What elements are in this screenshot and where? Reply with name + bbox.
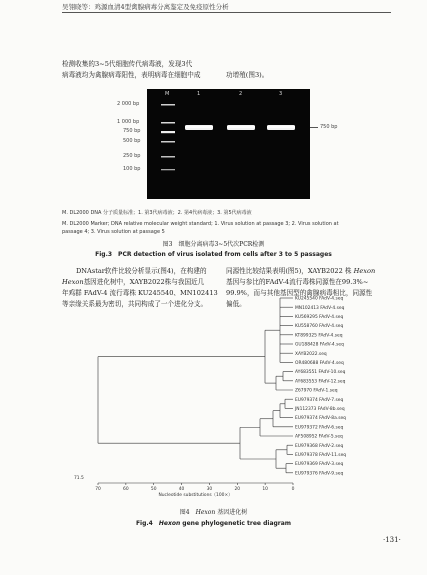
marker-label-1000: 1 000 bp [117, 119, 140, 125]
running-title: 吴翎晓等：鸡源血清4型禽腺病毒分离鉴定及免疫原性分析 [62, 3, 229, 11]
ladder-band-100 [161, 169, 175, 170]
ladder-band-250 [161, 156, 175, 158]
taxon-label: JN112373 FAdV-8b.seq [295, 407, 345, 412]
taxon-label: EU979374 FAdV-8a.seq [295, 416, 346, 422]
body-right-line-2: 基因与参比的FAdV-4流行毒株同源性在99.3%~ [226, 278, 369, 286]
taxon-label: EU979376 FAdV-9.seq [295, 471, 344, 477]
scale-tick-label: 60 [123, 487, 129, 492]
ladder-band-500 [161, 141, 175, 143]
taxon-label: EU979372 FAdV-6.seq [295, 425, 344, 431]
taxon-label: AF508952 FAdV-5.seq [295, 434, 343, 440]
scale-tick-label: 30 [206, 487, 213, 492]
body-right-line-1: 同源性比较结果表明(图5)，XAYB2022 株 Hexon [226, 267, 376, 275]
body-left-line-1: DNAstar软件比较分析显示(图4)，在构建的 [76, 267, 207, 275]
root-distance-label: 71.5 [74, 476, 84, 481]
marker-label-500: 500 bp [123, 138, 141, 144]
body-right-line-4: 偏低。 [226, 300, 246, 308]
scale-tick-label: 50 [150, 487, 157, 492]
taxon-label: KU569295 FAdV-4.seq [295, 315, 344, 320]
taxon-label: EU979374 FAdV-7.seq [295, 397, 344, 403]
scale-tick-label: 70 [95, 487, 101, 492]
scale-axis-label: Nucleotide substitutions（100×） [158, 493, 233, 498]
taxon-label: EU979378 FAdV-11.seq [295, 453, 347, 458]
scale-tick-label: 40 [178, 487, 185, 492]
taxon-label: GU188428 FAdV-4.seq [295, 342, 344, 348]
band-pointer [310, 127, 318, 128]
intro-right-line: 功增殖(图3)。 [226, 71, 269, 79]
band-size-label: 750 bp [320, 124, 338, 130]
phylogenetic-tree [74, 296, 360, 498]
body-left-line-3: 年鸡群 FAdV-4 流行毒株 KU245540、MN102413 [62, 289, 218, 297]
gel-electrophoresis-image [147, 89, 310, 199]
marker-label-100: 100 bp [123, 166, 141, 172]
lane-label-3: 3 [279, 91, 283, 97]
scale-tick-label: 10 [262, 487, 268, 492]
hexon-italic: Hexon [62, 278, 84, 286]
fig3-title-en: Fig.3 PCR detection of virus isolated from cells after 3 to 5 passages [95, 251, 332, 258]
ladder-band-2000 [161, 104, 175, 106]
body-right-line-3: 99.9%，而与其他基因型的禽腺病毒相比，同源性 [226, 289, 373, 297]
lane-label-m: M [165, 91, 170, 97]
fig4-title-cn: 图4 Hexon 基因进化树 [179, 509, 248, 516]
marker-label-750: 750 bp [123, 128, 141, 134]
marker-label-250: 250 bp [123, 153, 141, 159]
header-rule [62, 12, 391, 13]
taxon-label: KU245540 FAdV-4.seq [295, 296, 344, 302]
fig3-title-cn: 图3 细胞分离病毒3~5代次PCR检测 [162, 241, 265, 248]
scale-tick-label: 0 [291, 487, 295, 492]
taxon-label: AY683551 FAdV-10.seq [295, 370, 346, 376]
gel-bands [147, 89, 310, 199]
taxon-label: OR480688 FAdV-4.seq [295, 361, 344, 366]
taxon-label: AY683553 FAdV-12.seq [295, 379, 346, 385]
intro-line-2: 病毒液均为禽腺病毒阳性，表明病毒在细胞中成 [62, 71, 201, 79]
fig3-note-en-2: passage 4; 3. Virus solution at passage 5 [62, 229, 165, 235]
running-header [0, 0, 427, 14]
taxon-label: EU979369 FAdV-3.seq [295, 462, 344, 468]
fig3-note-en-1: M. DL2000 Marker; DNA relative molecular weight standard; 1. Virus solution at passage 3; 2. Virus solution at [62, 221, 339, 227]
intro-line-1: 检测收集的3~5代细胞传代病毒液，发现3代 [62, 60, 193, 68]
scale-tick-label: 20 [234, 487, 241, 492]
ladder-band-1000 [161, 122, 175, 124]
taxon-label: KT899325 FAdV-4.seq [295, 333, 343, 339]
taxon-label: KU558760 FAdV-4.seq [295, 324, 344, 330]
marker-label-2000: 2 000 bp [117, 101, 140, 107]
lane-label-2: 2 [239, 91, 243, 97]
body-left-line-2: Hexon基因进化树中，XAYB2022株与我国近几 [62, 278, 205, 286]
fig3-note-cn: M. DL2000 DNA 分子质量标准；1. 第3代病毒液；2. 第4代病毒液；3. 第5代病毒液 [62, 210, 252, 216]
fig4-title-en: Fig.4 Hexon gene phylogenetic tree diagram [135, 520, 292, 527]
lane-label-1: 1 [197, 91, 201, 97]
taxon-label: Z67970 FAdV-1.seq [295, 388, 338, 394]
taxon-label: EU979368 FAdV-2.seq [295, 443, 344, 449]
page-number: ·131· [383, 536, 401, 544]
taxon-label: MN102413 FAdV-4.seq [295, 305, 345, 311]
body-left-line-4: 等亲缘关系最为密切，共同构成了一个进化分支。 [62, 300, 208, 308]
ladder-band-750 [161, 131, 175, 133]
taxon-label: XAYB2022.seq [295, 351, 327, 357]
